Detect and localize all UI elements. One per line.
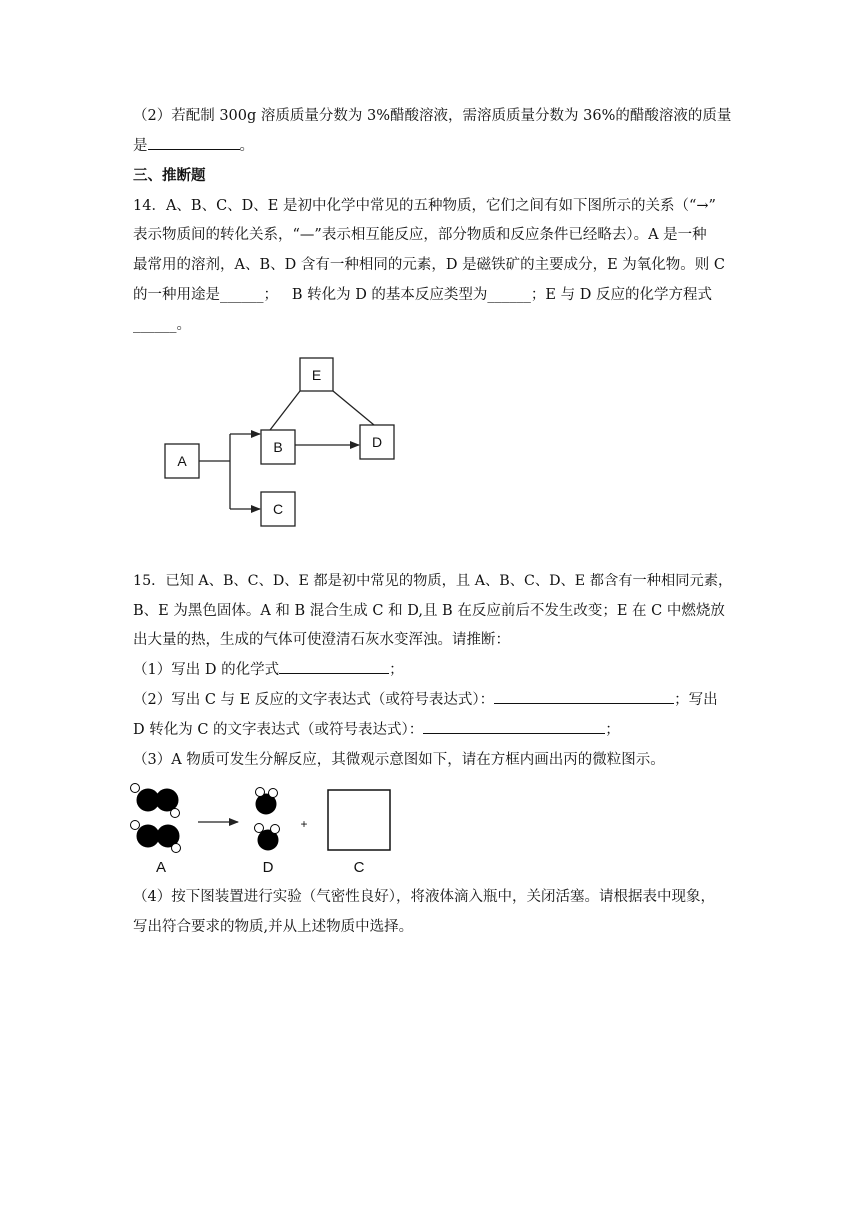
node-label-b: B [273, 439, 283, 455]
node-label-c: C [272, 501, 284, 517]
q13-2-suffix: 。 [239, 138, 254, 154]
plus-sign: + [300, 817, 308, 831]
q15-sub2-suffix: ；写出 [674, 692, 718, 708]
q15-line3: 出大量的热，生成的气体可使澄清石灰水变浑浊。请推断： [133, 632, 510, 648]
q15-sub1-text: （1）写出 D 的化学式 [133, 662, 280, 678]
micro-label-a: A [155, 859, 167, 876]
q15-sub4-line1: （4）按下图装置进行实验（气密性良好），将液体滴入瓶中，关闭活塞。请根据表中现象， [133, 889, 715, 905]
answer-blank[interactable] [279, 659, 389, 674]
q14-line2: 表示物质间的转化关系，“—”表示相互能反应，部分物质和反应条件已经略去）。A 是一种 [133, 227, 707, 243]
q15-sub2-text: （2）写出 C 与 E 反应的文字表达式（或符号表达式）： [133, 692, 495, 708]
q15-sub1 [133, 658, 404, 679]
q15-sub2-line2 [133, 718, 620, 739]
node-label-a: A [177, 453, 187, 469]
q14-line4-b: B 转化为 D 的基本反应类型为______；E 与 D 反应的化学方程式 [291, 287, 712, 303]
q15-line2: B、E 为黑色固体。A 和 B 混合生成 C 和 D,且 B 在反应前后不发生改变；E 在 C 中燃烧放 [133, 603, 725, 619]
q15-sub2 [133, 688, 718, 709]
q15-sub3: （3）A 物质可发生分解反应，其微观示意图如下，请在方框内画出丙的微粒图示。 [133, 752, 665, 768]
micro-label-d: D [262, 859, 274, 876]
micro-label-c: C [353, 859, 365, 876]
q15-sub1-end: ； [389, 662, 404, 678]
q14-line4 [133, 283, 712, 304]
q13-2-line1: （2）若配制 300g 溶质质量分数为 3%醋酸溶液，需溶质质量分数为 36%的醋酸溶液的质量 [133, 108, 732, 124]
q14-line3: 最常用的溶剂，A、B、D 含有一种相同的元素，D 是磁铁矿的主要成分，E 为氧化物。则 C [133, 257, 725, 273]
q14-line4-a: 的一种用途是______； [133, 287, 278, 303]
q15-sub4-line2: 写出符合要求的物质,并从上述物质中选择。 [133, 919, 414, 935]
section-title: 三、推断题 [133, 167, 206, 184]
q13-2-line2 [133, 134, 254, 155]
q14-line1: 14．A、B、C、D、E 是初中化学中常见的五种物质，它们之间有如下图所示的关系（“→” [133, 198, 716, 214]
q13-2-prefix: 是 [133, 138, 148, 154]
edge-e-b [270, 391, 300, 430]
q15-line1: 15．已知 A、B、C、D、E 都是初中常见的物质，且 A、B、C、D、E 都含有一种相同元素， [133, 573, 733, 589]
micro-reaction-diagram [128, 780, 408, 880]
answer-blank[interactable] [148, 135, 240, 150]
node-label-d: D [371, 434, 383, 450]
q14-line5: ______。 [133, 317, 191, 333]
q15-sub2-line2-text: D 转化为 C 的文字表达式（或符号表达式）： [133, 722, 424, 738]
molecule-a-top [131, 784, 180, 818]
answer-box-c [328, 790, 390, 850]
molecule-d-top [256, 788, 278, 815]
node-label-e: E [311, 367, 322, 383]
q14-relation-diagram [150, 350, 410, 540]
molecule-a-bottom [131, 821, 181, 853]
answer-blank[interactable] [494, 689, 674, 704]
edge-e-d [333, 391, 374, 425]
q15-sub2-line2-end: ； [605, 722, 620, 738]
molecule-d-bottom [255, 824, 280, 851]
answer-blank[interactable] [423, 719, 605, 734]
